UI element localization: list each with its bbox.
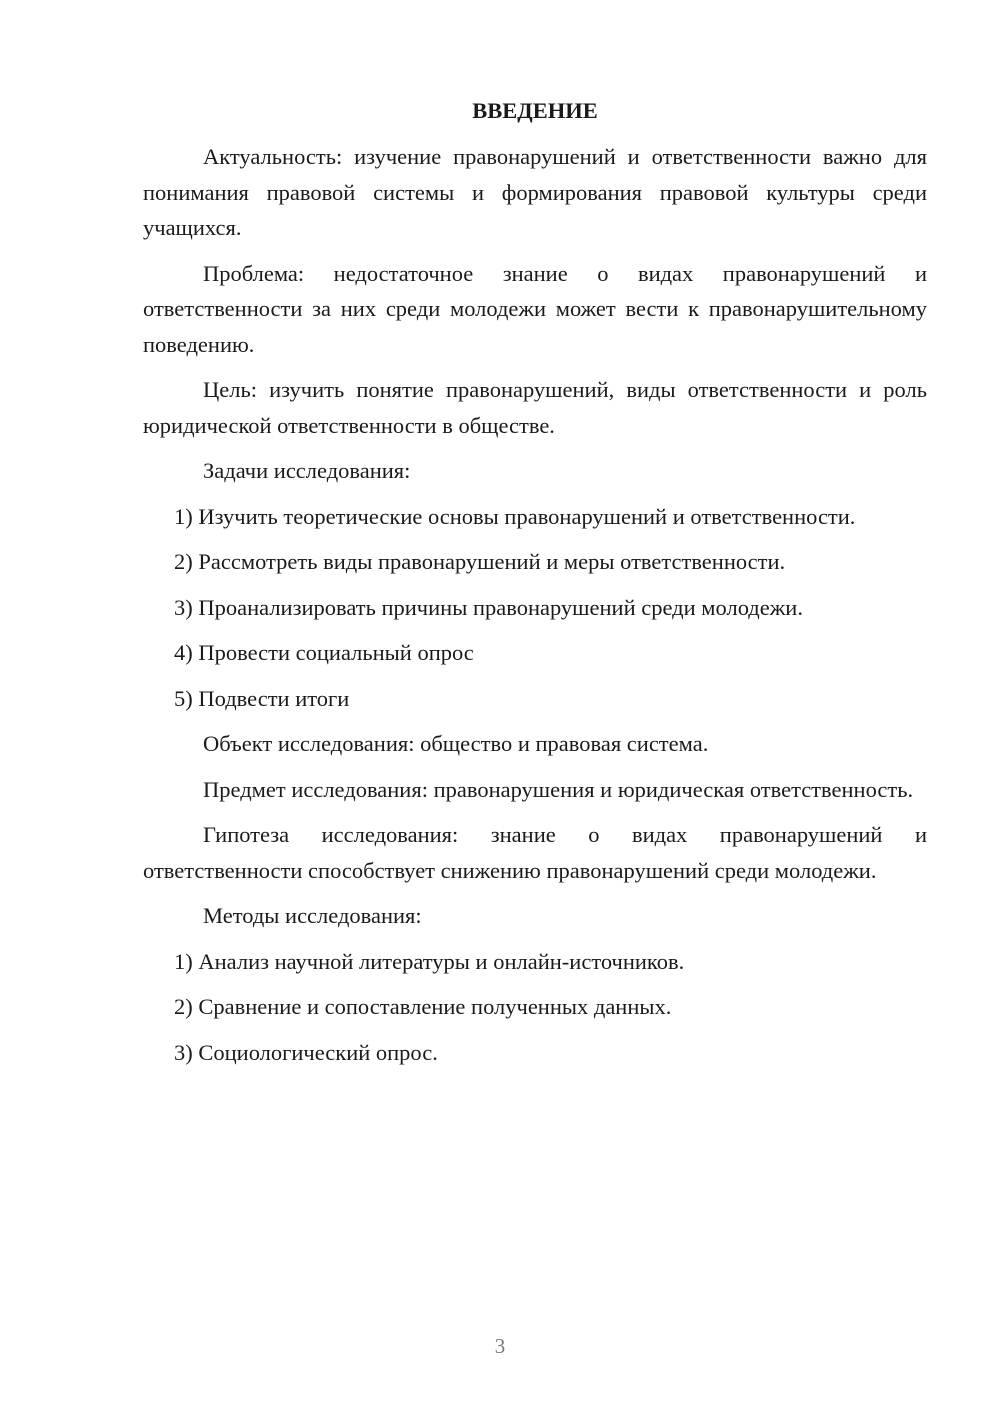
- list-item: 1) Изучить теоретические основы правонарушений и ответственности.: [174, 503, 856, 529]
- object-paragraph: Объект исследования: общество и правовая система.: [203, 731, 709, 756]
- problem-paragraph: Проблема: недостаточное знание о видах правонарушений и ответственности за них среди молодежи может вести к правонарушительному поведению.: [143, 260, 927, 357]
- list-item: 2) Рассмотреть виды правонарушений и меры ответственности.: [174, 549, 786, 574]
- tasks-list: [143, 499, 927, 717]
- tasks-heading: Задачи исследования:: [203, 458, 411, 483]
- list-item: 5) Подвести итоги: [174, 685, 350, 711]
- hypothesis-paragraph: Гипотеза исследования: знание о видах правонарушений и ответственности способствует снижению правонарушений среди молодежи.: [143, 822, 927, 883]
- document-page: [143, 96, 927, 1080]
- methods-heading: Методы исследования:: [203, 903, 422, 928]
- page-number: 3: [494, 1334, 506, 1358]
- methods-list: [143, 944, 927, 1071]
- list-item: 1) Анализ научной литературы и онлайн-источников.: [174, 948, 685, 974]
- list-item: 3) Социологический опрос.: [174, 1039, 438, 1065]
- relevance-paragraph: Актуальность: изучение правонарушений и ответственности важно для понимания правовой системы и формирования правовой культуры среди учащихся.: [143, 144, 927, 240]
- list-item: 3) Проанализировать причины правонарушений среди молодежи.: [174, 594, 803, 620]
- list-item: 4) Провести социальный опрос: [174, 640, 474, 665]
- goal-paragraph: Цель: изучить понятие правонарушений, виды ответственности и роль юридической ответственности в обществе.: [143, 377, 927, 438]
- subject-paragraph: Предмет исследования: правонарушения и юридическая ответственность.: [203, 776, 914, 802]
- document-title: ВВЕДЕНИЕ: [472, 98, 598, 123]
- list-item: 2) Сравнение и сопоставление полученных данных.: [174, 994, 672, 1019]
